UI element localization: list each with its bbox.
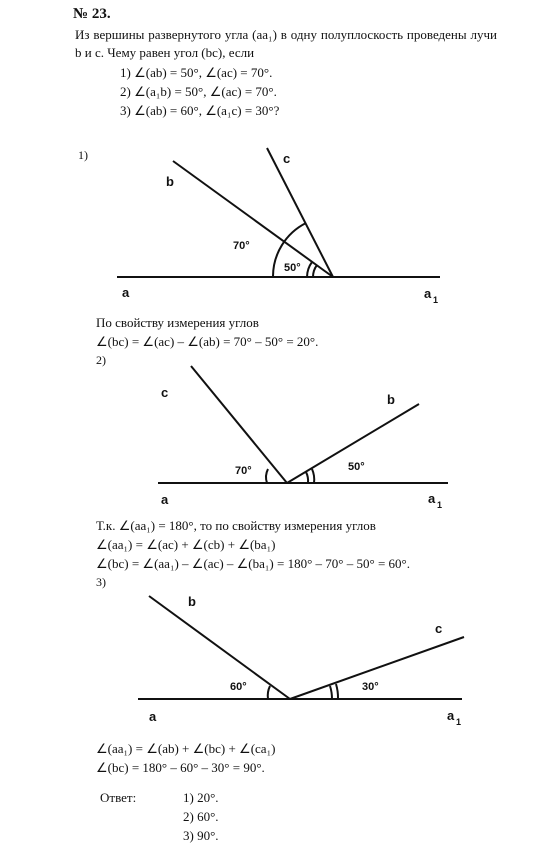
problem-statement: Из вершины развернутого угла (aa₁) в одну полуплоскость проведены лучи b и c. Чему равен угол (bc), если [75, 27, 497, 60]
figure-3 [138, 596, 464, 699]
fig2-arc-50a [306, 472, 308, 483]
solution3-line1: ∠(aa₁) = ∠(ab) + ∠(bc) + ∠(ca₁) [96, 741, 276, 756]
fig3-label-a1: a [447, 708, 455, 723]
figure-3-mark: 3) [96, 575, 106, 589]
fig2-arc-70 [266, 469, 268, 483]
fig3-angle-30: 30° [362, 681, 379, 693]
fig2-angle-70: 70° [235, 465, 252, 477]
fig3-ray-b [149, 596, 290, 699]
fig3-label-c: c [435, 621, 443, 636]
figure-1-mark: 1) [78, 148, 88, 162]
solution2-line1: Т.к. ∠(aa₁) = 180°, то по свойству измерения углов [96, 518, 376, 533]
fig1-angle-50: 50° [284, 262, 301, 274]
figure-2-mark: 2) [96, 353, 106, 367]
fig2-arc-50b [312, 469, 314, 483]
solution1-line2: ∠(bc) = ∠(ac) – ∠(ab) = 70° – 50° = 20°. [96, 334, 319, 349]
answer-item-1: 1) 20°. [183, 790, 219, 805]
case-2: 2) ∠(a₁b) = 50°, ∠(ac) = 70°. [120, 84, 277, 99]
fig1-angle-70: 70° [233, 240, 250, 252]
fig1-label-b: b [166, 174, 174, 189]
solution2-line3: ∠(bc) = ∠(aa₁) – ∠(ac) – ∠(ba₁) = 180° – 70° – 50° = 60°. [96, 556, 410, 571]
fig3-arc-60 [268, 686, 270, 699]
solution3-line2: ∠(bc) = 180° – 60° – 30° = 90°. [96, 760, 265, 775]
fig2-label-b: b [387, 392, 395, 407]
case-1: 1) ∠(ab) = 50°, ∠(ac) = 70°. [120, 65, 273, 80]
problem-number: № 23. [73, 6, 111, 22]
fig1-ray-b [173, 161, 333, 277]
figure-2 [158, 366, 448, 483]
answer-item-2: 2) 60°. [183, 809, 219, 824]
solution2-line2: ∠(aa₁) = ∠(ac) + ∠(cb) + ∠(ba₁) [96, 537, 276, 552]
fig2-angle-50: 50° [348, 461, 365, 473]
fig1-label-a1: a [424, 286, 432, 301]
fig3-label-a1-sub: 1 [456, 717, 462, 727]
fig3-arc-30a [330, 686, 332, 699]
fig3-arc-30b [336, 684, 338, 699]
fig1-label-c: c [283, 151, 291, 166]
fig1-arc-50a [313, 265, 317, 277]
figure-1 [117, 148, 440, 277]
answer-label: Ответ: [100, 790, 137, 805]
fig2-label-a1-sub: 1 [437, 500, 443, 510]
fig3-label-b: b [188, 594, 196, 609]
fig3-angle-60: 60° [230, 681, 247, 693]
fig1-label-a1-sub: 1 [433, 295, 439, 305]
fig2-label-c: c [161, 385, 169, 400]
fig1-label-a: a [122, 285, 130, 300]
fig2-label-a1: a [428, 491, 436, 506]
solution1-line1: По свойству измерения углов [96, 315, 259, 330]
case-3: 3) ∠(ab) = 60°, ∠(a₁c) = 30°? [120, 103, 280, 118]
fig3-label-a: a [149, 709, 157, 724]
fig1-arc-50b [307, 262, 312, 277]
answer-item-3: 3) 90°. [183, 828, 219, 843]
fig2-label-a: a [161, 492, 169, 507]
